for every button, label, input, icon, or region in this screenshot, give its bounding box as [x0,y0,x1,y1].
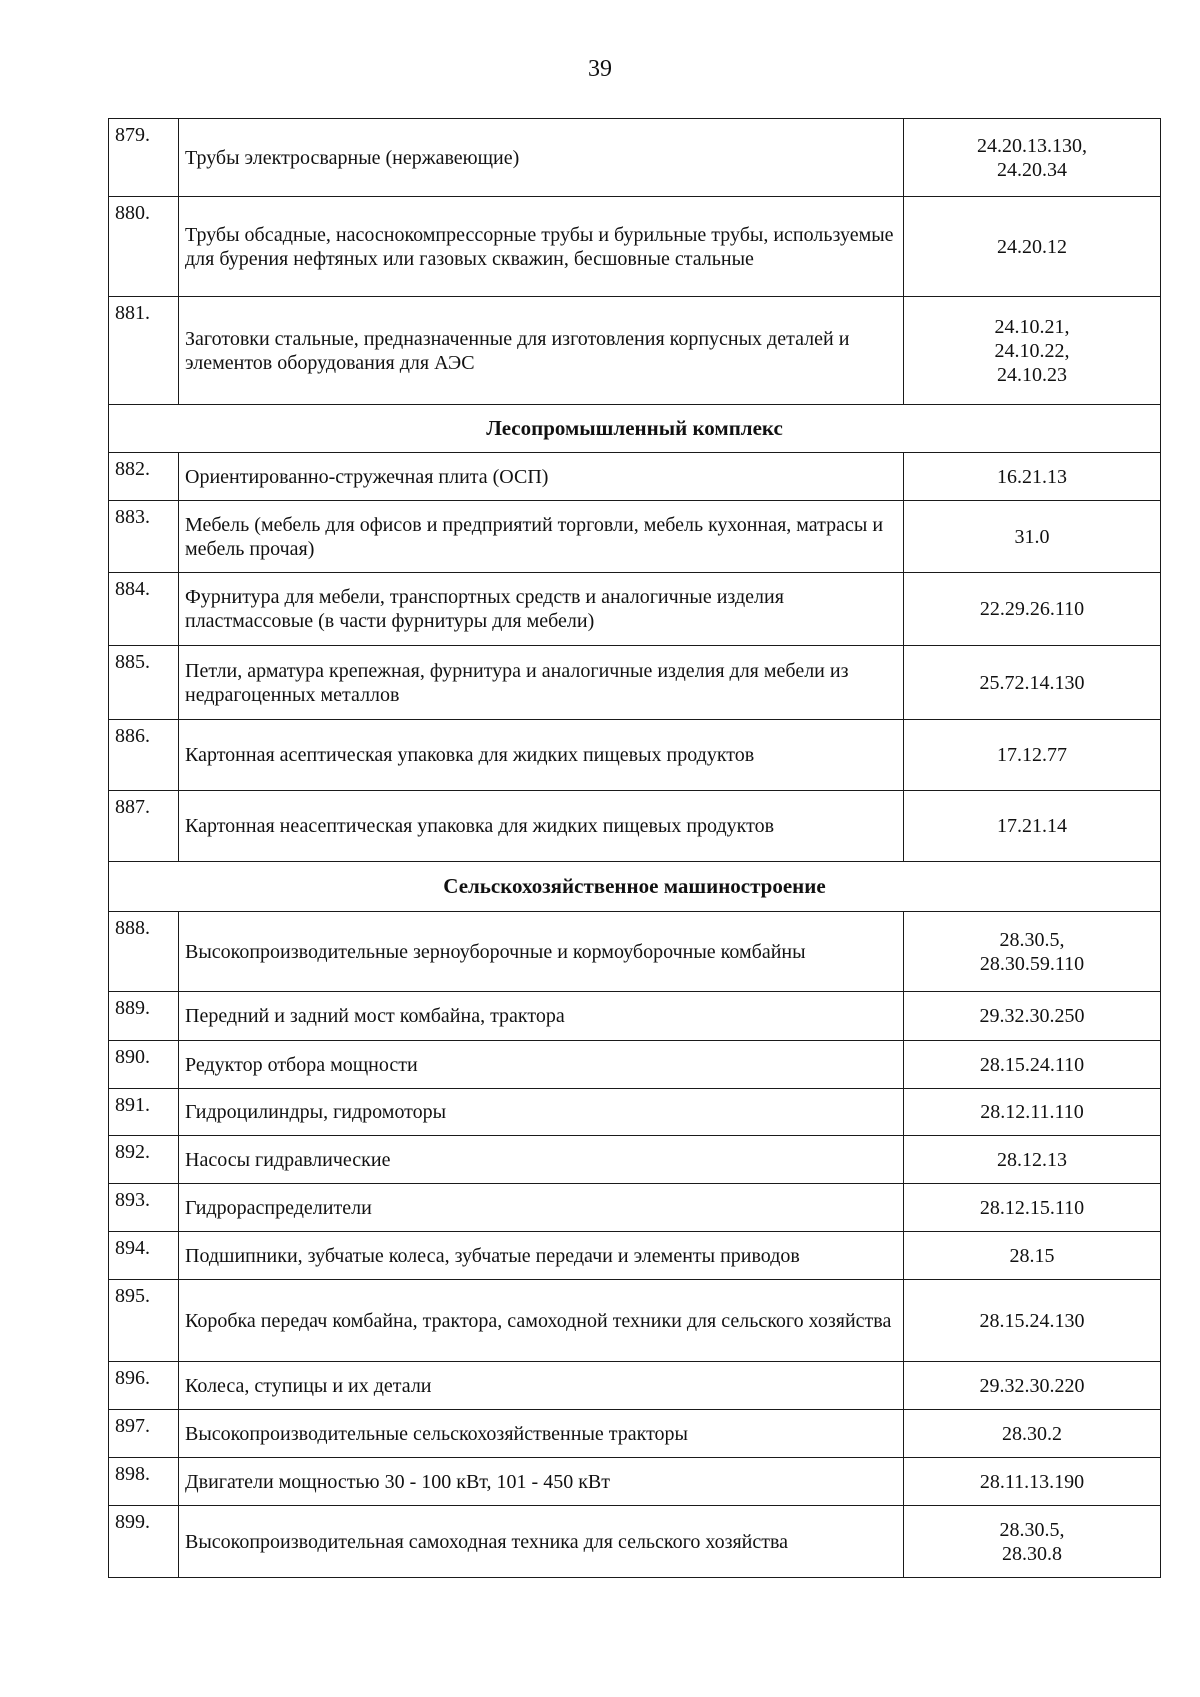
okpd2-code-cell [904,1280,1161,1362]
product-name: Высокопроизводительные сельскохозяйственные тракторы [179,1410,904,1458]
okpd2-code-cell [904,1136,1161,1184]
row-number: 896. [109,1362,179,1410]
product-name: Мебель (мебель для офисов и предприятий торговли, мебель кухонная, матрасы и мебель прочая) [179,501,904,573]
section-row [109,862,1161,912]
okpd2-code-cell [904,453,1161,501]
table-row [109,791,1161,862]
product-name: Двигатели мощностью 30 - 100 кВт, 101 - 450 кВт [179,1458,904,1506]
row-number: 885. [109,646,179,720]
row-number: 883. [109,501,179,573]
okpd2-code: 24.10.23 [997,363,1067,386]
row-number: 892. [109,1136,179,1184]
row-number: 898. [109,1458,179,1506]
okpd2-code: 28.30.2 [1002,1422,1062,1445]
okpd2-code-cell [904,1232,1161,1280]
okpd2-code: 28.30.5, [999,1518,1065,1541]
okpd2-code: 28.12.15.110 [979,1196,1085,1219]
okpd2-code: 24.20.12 [997,235,1067,258]
product-name: Ориентированно-стружечная плита (ОСП) [179,453,904,501]
row-number: 882. [109,453,179,501]
row-number: 891. [109,1089,179,1136]
product-name: Картонная неасептическая упаковка для жидких пищевых продуктов [179,791,904,862]
table-row [109,1232,1161,1280]
table-row [109,1184,1161,1232]
table-row [109,573,1161,646]
okpd2-code-cell [904,646,1161,720]
okpd2-code: 28.15.24.130 [979,1309,1085,1332]
section-row [109,405,1161,453]
okpd2-code-cell [904,992,1161,1041]
table-row [109,501,1161,573]
table-row [109,912,1161,992]
okpd2-code-cell [904,1184,1161,1232]
okpd2-code: 28.15 [1009,1244,1055,1267]
okpd2-code: 28.30.5, [999,928,1065,951]
okpd2-code: 29.32.30.220 [979,1374,1085,1397]
table-row [109,1041,1161,1089]
okpd2-code: 28.15.24.110 [979,1053,1085,1076]
okpd2-code: 24.20.13.130, [977,134,1087,157]
okpd2-code-cell [904,791,1161,862]
okpd2-code: 16.21.13 [997,465,1067,488]
okpd2-code-cell [904,912,1161,992]
product-name: Высокопроизводительные зерноуборочные и кормоуборочные комбайны [179,912,904,992]
row-number: 881. [109,297,179,405]
row-number: 890. [109,1041,179,1089]
products-table [108,118,1161,1578]
table-row [109,1362,1161,1410]
okpd2-code: 17.12.77 [997,744,1067,766]
okpd2-code-cell [904,1362,1161,1410]
table-row [109,197,1161,297]
product-name: Гидроцилиндры, гидромоторы [179,1089,904,1136]
okpd2-code: 24.20.34 [997,158,1067,181]
okpd2-code-cell [904,1041,1161,1089]
row-number: 887. [109,791,179,862]
row-number: 879. [109,119,179,197]
okpd2-code: 24.10.21, [994,315,1070,338]
okpd2-code-cell [904,119,1161,197]
table-body [109,119,1161,1578]
row-number: 889. [109,992,179,1041]
okpd2-code-cell [904,1506,1161,1578]
product-name: Насосы гидравлические [179,1136,904,1184]
table-row [109,646,1161,720]
product-name: Фурнитура для мебели, транспортных средств и аналогичные изделия пластмассовые (в части фурнитуры для мебели) [179,573,904,646]
okpd2-code-cell [904,501,1161,573]
row-number: 886. [109,720,179,791]
table-row [109,992,1161,1041]
section-title: Сельскохозяйственное машиностроение [109,862,1161,912]
product-name: Передний и задний мост комбайна, трактора [179,992,904,1041]
product-name: Подшипники, зубчатые колеса, зубчатые передачи и элементы приводов [179,1232,904,1280]
product-name: Высокопроизводительная самоходная техника для сельского хозяйства [179,1506,904,1578]
row-number: 888. [109,912,179,992]
product-name: Трубы электросварные (нержавеющие) [179,119,904,197]
okpd2-code: 28.12.11.110 [980,1101,1084,1123]
row-number: 884. [109,573,179,646]
okpd2-code: 28.30.59.110 [979,952,1085,975]
okpd2-code: 29.32.30.250 [979,1005,1085,1027]
okpd2-code-cell [904,1089,1161,1136]
table-row [109,1410,1161,1458]
table-row [109,119,1161,197]
okpd2-code: 28.11.13.190 [979,1470,1085,1493]
okpd2-code: 25.72.14.130 [979,671,1085,694]
okpd2-code-cell [904,1458,1161,1506]
page-number: 39 [588,56,612,82]
okpd2-code-cell [904,573,1161,646]
okpd2-code: 28.12.13 [997,1148,1067,1171]
product-name: Гидрораспределители [179,1184,904,1232]
row-number: 895. [109,1280,179,1362]
table-row [109,453,1161,501]
okpd2-code: 24.10.22, [994,339,1070,362]
product-name: Коробка передач комбайна, трактора, самоходной техники для сельского хозяйства [179,1280,904,1362]
row-number: 894. [109,1232,179,1280]
okpd2-code: 28.30.8 [1002,1542,1062,1565]
row-number: 893. [109,1184,179,1232]
okpd2-code-cell [904,1410,1161,1458]
table-row [109,1089,1161,1136]
product-name: Трубы обсадные, насоснокомпрессорные трубы и бурильные трубы, используемые для бурения нефтяных или газовых скважин, бесшовные стальные [179,197,904,297]
okpd2-code: 31.0 [1014,525,1050,548]
table-row [109,1136,1161,1184]
table-row [109,1506,1161,1578]
table-row [109,1280,1161,1362]
okpd2-code-cell [904,297,1161,405]
product-name: Заготовки стальные, предназначенные для изготовления корпусных деталей и элементов оборудования для АЭС [179,297,904,405]
row-number: 899. [109,1506,179,1578]
okpd2-code: 17.21.14 [997,815,1067,837]
table-row [109,720,1161,791]
product-name: Редуктор отбора мощности [179,1041,904,1089]
okpd2-code: 22.29.26.110 [979,598,1085,620]
product-name: Петли, арматура крепежная, фурнитура и аналогичные изделия для мебели из недрагоценных металлов [179,646,904,720]
row-number: 880. [109,197,179,297]
product-name: Картонная асептическая упаковка для жидких пищевых продуктов [179,720,904,791]
okpd2-code-cell [904,720,1161,791]
row-number: 897. [109,1410,179,1458]
table-row [109,297,1161,405]
okpd2-code-cell [904,197,1161,297]
table-row [109,1458,1161,1506]
section-title: Лесопромышленный комплекс [109,405,1161,453]
product-name: Колеса, ступицы и их детали [179,1362,904,1410]
